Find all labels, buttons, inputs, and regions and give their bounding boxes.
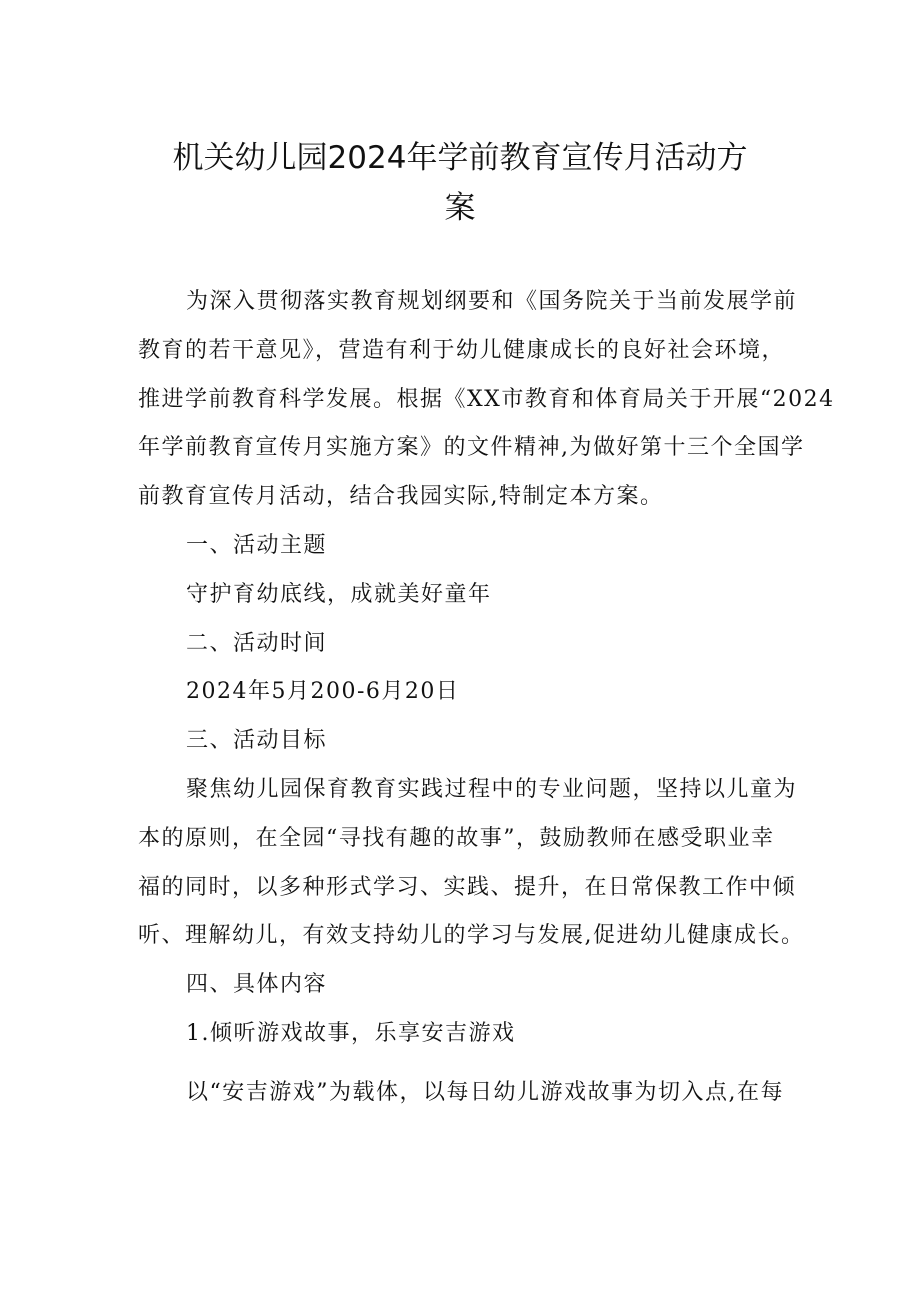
document-body [138, 278, 835, 1118]
content-paragraph-line: 以“安吉游戏”为载体，以每日幼儿游戏故事为切入点,在每 [186, 1079, 784, 1105]
theme-text: 守护育幼底线，成就美好童年 [186, 581, 492, 607]
section-heading-goal: 三、活动目标 [186, 728, 328, 754]
goal-paragraph-line: 本的原则，在全园“寻找有趣的故事”，鼓励教师在感受职业幸 [138, 825, 775, 851]
goal-paragraph-line: 听、理解幼儿，有效支持幼儿的学习与发展,促进幼儿健康成长。 [138, 923, 805, 949]
goal-paragraph-line: 福的同时，以多种形式学习、实践、提升，在日常保教工作中倾 [138, 874, 797, 900]
title-line-1: 机关幼儿园2024年学前教育宣传月活动方 [172, 140, 748, 176]
intro-paragraph-line: 年学前教育宣传月实施方案》的文件精神,为做好第十三个全国学 [138, 435, 805, 461]
section-heading-content: 四、具体内容 [186, 972, 328, 998]
section-heading-theme: 一、活动主题 [186, 532, 328, 558]
intro-paragraph-line: 前教育宣传月活动，结合我园实际,特制定本方案。 [138, 484, 664, 510]
time-text: 2024年5月200-6月20日 [186, 679, 460, 705]
title-line-2: 案 [444, 190, 476, 226]
subsection-heading-1: 1.倾听游戏故事，乐享安吉游戏 [186, 1020, 516, 1046]
goal-paragraph-line: 聚焦幼儿园保育教育实践过程中的专业问题，坚持以儿童为 [186, 776, 798, 802]
intro-paragraph-line: 推进学前教育科学发展。根据《XX市教育和体育局关于开展“2024 [138, 386, 835, 412]
document-title [140, 133, 780, 233]
section-heading-time: 二、活动时间 [186, 630, 328, 656]
intro-paragraph-line: 教育的若干意见》，营造有利于幼儿健康成长的良好社会环境， [138, 337, 786, 363]
intro-paragraph-line: 为深入贯彻落实教育规划纲要和《国务院关于当前发展学前 [186, 289, 798, 314]
